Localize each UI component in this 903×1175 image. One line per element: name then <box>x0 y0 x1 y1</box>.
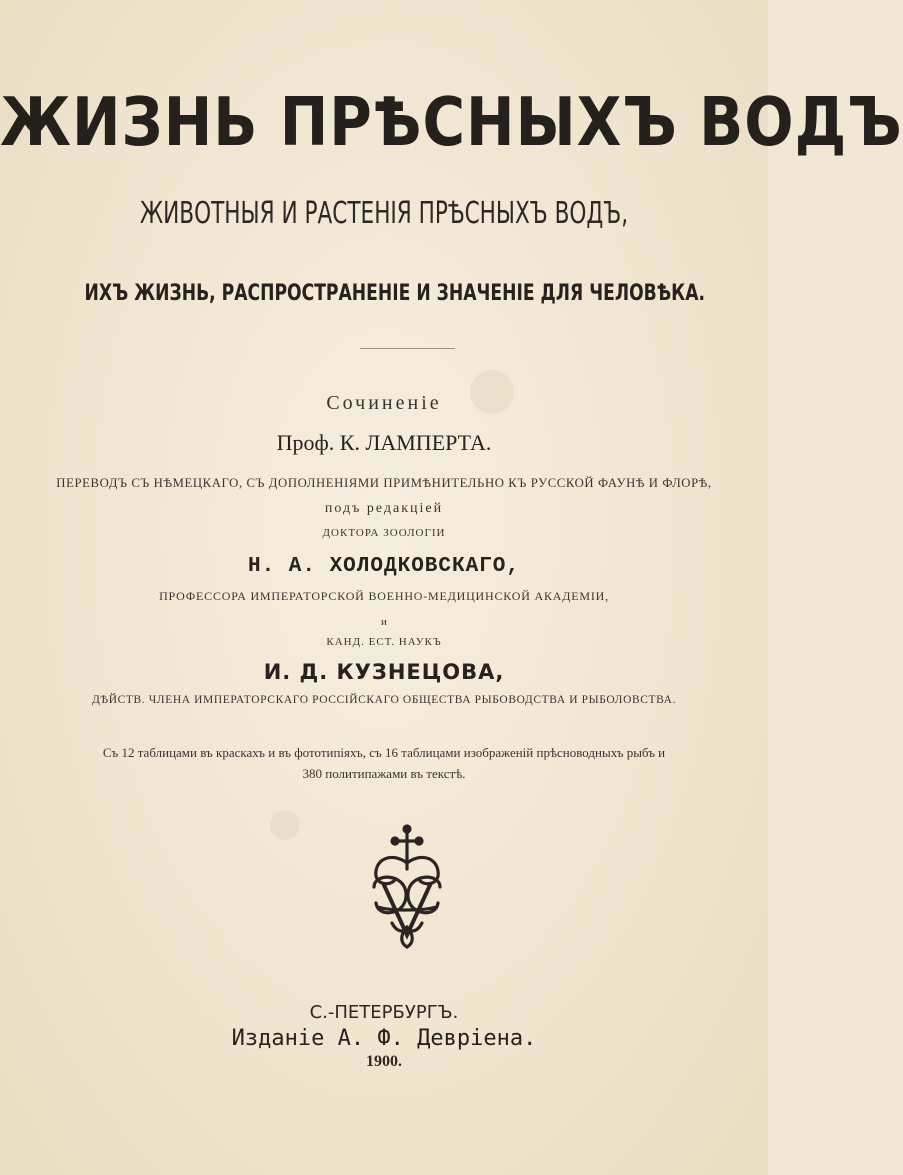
subtitle-line-2: ИХЪ ЖИЗНЬ, РАСПРОСТРАНЕНІЕ И ЗНАЧЕНІЕ ДЛЯ ЧЕЛОВѢКА. <box>84 281 706 306</box>
tables-note-line-1: Съ 12 таблицами въ краскахъ и въ фототипіяхъ, съ 16 таблицами изображеній прѣсноводныхъ рыбъ и <box>102 745 666 760</box>
editor2-title: КАНД. ЕСТ. НАУКЪ <box>326 636 442 648</box>
edited-by: подъ редакціей <box>324 501 444 516</box>
translation-note: ПЕРЕВОДЪ СЪ НѢМЕЦКАГО, СЪ ДОПОЛНЕНІЯМИ ПРИМѢНИТЕЛЬНО КЪ РУССКОЙ ФАУНѢ И ФЛОРѢ, <box>56 475 712 490</box>
publisher: Изданіе А. Ф. Девріена. <box>231 1026 537 1051</box>
tables-note-line-2: 380 политипажами въ текстѣ. <box>302 766 466 781</box>
conjunction-and: и <box>381 616 387 628</box>
paper-stain <box>270 810 300 840</box>
publisher-monogram-icon <box>364 823 450 951</box>
subtitle-line-1: ЖИВОТНЫЯ И РАСТЕНІЯ ПРѢСНЫХЪ ВОДЪ, <box>139 196 629 231</box>
year: 1900. <box>366 1053 402 1070</box>
work-label: Сочиненіе <box>326 392 442 414</box>
editor2-position: ДѢЙСТВ. ЧЛЕНА ИМПЕРАТОРСКАГО РОССІЙСКАГО ОБЩЕСТВА РЫБОВОДСТВА И РЫБОЛОВСТВА. <box>91 694 677 706</box>
book-title: ЖИЗНЬ ПРѢСНЫХЪ ВОДЪ <box>0 82 903 162</box>
author: Проф. К. ЛАМПЕРТА. <box>276 430 492 455</box>
divider-rule <box>360 348 455 349</box>
editor1-name: Н. А. ХОЛОДКОВСКАГО, <box>247 555 521 578</box>
editor1-position: ПРОФЕССОРА ИМПЕРАТОРСКОЙ ВОЕННО-МЕДИЦИНСКОЙ АКАДЕМІИ, <box>159 589 609 603</box>
editor2-name: И. Д. КУЗНЕЦОВА, <box>263 660 505 684</box>
city: С.-ПЕТЕРБУРГЪ. <box>309 1002 459 1023</box>
editor1-title: ДОКТОРА ЗООЛОГІИ <box>322 527 446 539</box>
